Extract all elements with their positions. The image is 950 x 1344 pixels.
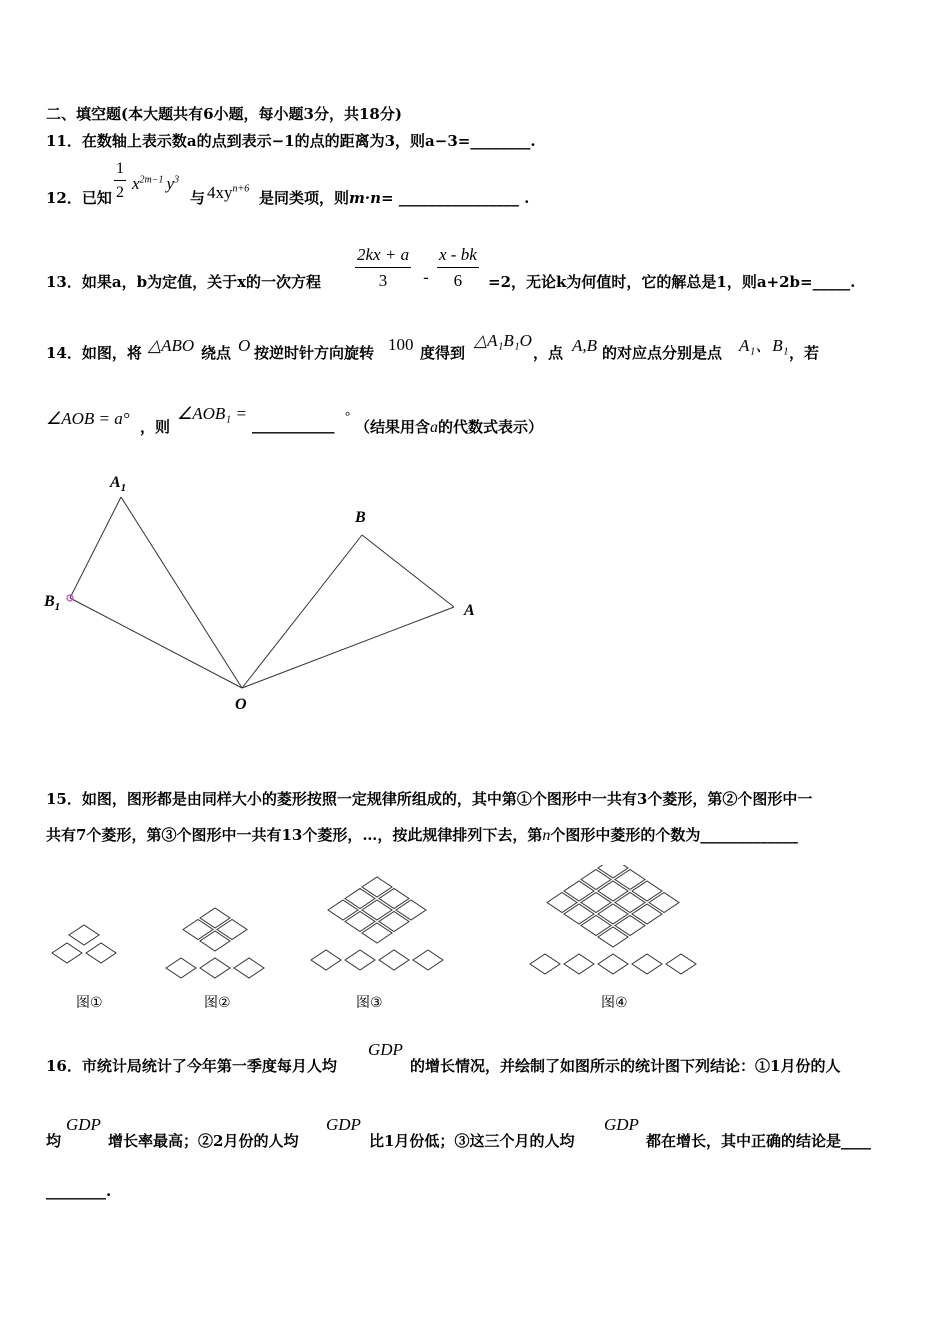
q14-note-var: a (430, 419, 439, 436)
fig3-lattice-rhombus (379, 889, 409, 909)
q12-term1-exp: 2m−1 (139, 174, 164, 186)
q12-term1-var: x (132, 174, 140, 193)
fig2-bottom-rhombus (234, 958, 264, 978)
segment-a1-b1 (70, 497, 121, 598)
rhombus-figures (40, 865, 740, 985)
q12-fraction (114, 160, 126, 202)
q15-line2-n: n (542, 827, 551, 844)
fig4-lattice-rhombus (615, 916, 645, 936)
q13-prefix: 13．如果a，b为定值，关于x的一次方程 (46, 273, 322, 291)
fig3-lattice-rhombus (345, 912, 375, 932)
question-16-line-1b: 的增长情况，并绘制了如图所示的统计图下列结论：①1月份的人 (410, 1057, 841, 1075)
question-15-line-1: 15．如图，图形都是由同样大小的菱形按照一定规律所组成的，其中第①个图形中一共有3个菱形，第②个图形中一 (46, 790, 813, 808)
label-a: A (464, 602, 475, 619)
fig3-bottom-rhombus (379, 950, 409, 970)
q14-get: 度得到 (420, 344, 466, 362)
q14-corr: 的对应点分别是点 (602, 344, 723, 362)
fig4-lattice-rhombus (581, 893, 611, 913)
fig4-lattice-rhombus (564, 904, 594, 924)
fig4-bottom-rhombus (564, 954, 594, 974)
fig4-lattice-rhombus (632, 881, 662, 901)
q13-frac1-den: 3 (378, 271, 388, 290)
fig4-bottom-rhombus (666, 954, 696, 974)
fig-label-3: 图③ (356, 995, 383, 1011)
fig4-lattice-rhombus (598, 881, 628, 901)
q16-gdp-1: GDP (368, 1040, 403, 1059)
q15-blank[interactable]: _____________ (700, 826, 798, 844)
question-13 (46, 271, 321, 292)
segment-b-a (362, 535, 454, 607)
segment-a1-o (121, 497, 242, 688)
q14-note-open: （结果用含 (355, 418, 431, 436)
fig4-lattice-rhombus (581, 916, 611, 936)
q12-term1-exp2: 3 (174, 174, 180, 186)
label-o: O (235, 696, 247, 713)
q12-prefix: 12．已知 (46, 189, 112, 207)
q12-term2 (207, 183, 249, 203)
q12-blank[interactable]: ________________ (398, 189, 519, 207)
q11-end: . (530, 132, 536, 150)
q12-term2-text: 4xy (207, 183, 233, 202)
fig3-bottom-rhombus (311, 950, 341, 970)
fig-label-1: 图① (76, 995, 103, 1011)
question-16-line-1a: 16．市统计局统计了今年第一季度每月人均 (46, 1057, 337, 1075)
fig2-lattice-rhombus (200, 908, 230, 928)
q14-note (355, 416, 543, 437)
fig2-bottom-rhombus (166, 958, 196, 978)
q14-points: ，点 (533, 344, 564, 362)
question-16-line-2c: 比1月份低；③这三个月的人均 (369, 1132, 575, 1150)
fig4-lattice-rhombus (598, 927, 628, 947)
fig4-bottom-rhombus (632, 954, 662, 974)
question-14 (46, 342, 142, 363)
q12-rest (259, 187, 529, 208)
fig4-lattice-rhombus (598, 904, 628, 924)
fig1-bottom-rhombus (52, 943, 82, 963)
q13-frac2-den: 6 (453, 271, 463, 290)
fig4-bottom-rhombus (530, 954, 560, 974)
label-a1: $A_1$ (110, 474, 127, 494)
q12-frac-den: 2 (116, 184, 124, 201)
q12-term2-exp: n+6 (232, 183, 250, 195)
fig3-lattice-rhombus (328, 900, 358, 920)
fig4-lattice-rhombus (564, 881, 594, 901)
q14-a1b1: A₁、B₁ (739, 336, 789, 355)
fig4-lattice-rhombus (615, 870, 645, 890)
q14-deg-sign: ° (345, 408, 351, 423)
fig2-bottom-rhombus (200, 958, 230, 978)
fig1-bottom-rhombus (86, 943, 116, 963)
fig3-bottom-rhombus (345, 950, 375, 970)
question-12 (46, 187, 112, 208)
q16-gdp-4: GDP (604, 1115, 639, 1134)
q14-degree: 100 (388, 335, 414, 354)
q12-mid: 与 (190, 189, 206, 207)
q16-blank-2[interactable]: ____ (841, 1132, 872, 1150)
q13-fraction-1 (355, 245, 411, 291)
question-16-line-2b: 增长率最高；②2月份的人均 (108, 1132, 299, 1150)
q16-line2-d: 都在增长，其中正确的结论是 (646, 1132, 842, 1150)
fig4-lattice-rhombus (649, 893, 679, 913)
fig4-lattice-rhombus (615, 893, 645, 913)
fig3-lattice-rhombus (396, 900, 426, 920)
fig4-lattice-rhombus (598, 865, 628, 878)
q13-blank[interactable]: _____ (812, 273, 851, 291)
q13-fraction-2 (437, 245, 479, 291)
fig4-lattice-rhombus (632, 904, 662, 924)
rotation-figure (40, 465, 500, 720)
question-15-line-2 (46, 824, 798, 845)
fig3-lattice-rhombus (362, 877, 392, 897)
q14-ab: A,B (572, 336, 598, 355)
fig-label-4: 图④ (601, 995, 628, 1011)
fig2-lattice-rhombus (217, 920, 247, 940)
q14-around: 绕点 (201, 344, 232, 362)
q13-minus: - (423, 268, 429, 288)
fig3-lattice-rhombus (345, 889, 375, 909)
q11-text: 11．在数轴上表示数a的点到表示−1的点的距离为3，则a−3= (46, 132, 471, 150)
fig4-lattice-rhombus (547, 893, 577, 913)
q12-term1-var2: y (166, 174, 175, 193)
q14-if: ，若 (789, 344, 820, 362)
q16-blank-3[interactable]: ________ (46, 1182, 106, 1200)
q13-rest (488, 271, 855, 292)
q16-gdp-3: GDP (326, 1115, 361, 1134)
q12-expr: m·n (349, 189, 382, 207)
q13-frac1-num: 2kx + a (355, 245, 411, 268)
section-title: 二、填空题(本大题共有6小题，每小题3分，共18分) (46, 105, 402, 123)
q14-tri2: △A₁B₁O (474, 331, 532, 350)
question-11 (46, 130, 536, 151)
q12-eq: = (381, 189, 394, 207)
q14-prefix: 14．如图，将 (46, 344, 142, 362)
q14-point-o: O (238, 336, 251, 355)
q12-frac-num: 1 (114, 160, 126, 181)
q12-suffix: 是同类项，则 (259, 189, 350, 207)
q14-angle1: ∠AOB = a° (46, 409, 130, 428)
fig3-lattice-rhombus (362, 900, 392, 920)
q16-end: . (106, 1182, 112, 1200)
fig3-lattice-rhombus (379, 912, 409, 932)
fig2-lattice-rhombus (200, 931, 230, 951)
q14-rotate: 按逆时针方向旋转 (254, 344, 375, 362)
fig4-bottom-rhombus (598, 954, 628, 974)
question-16-line-3 (46, 1182, 111, 1200)
q16-gdp-2: GDP (66, 1115, 101, 1134)
fig3-bottom-rhombus (413, 950, 443, 970)
q13-frac2-num: x - bk (437, 245, 479, 268)
q14-then: ，则 (140, 418, 171, 436)
fig1-top-rhombus (69, 925, 99, 945)
q11-blank[interactable]: ________ (470, 132, 531, 150)
label-b: B (355, 509, 366, 526)
question-16-line-2a: 均 (46, 1132, 62, 1150)
q14-note-close: 的代数式表示） (438, 418, 544, 436)
q15-line2-a: 共有7个菱形，第③个图形中一共有13个菱形，…，按此规律排列下去，第 (46, 826, 543, 844)
fig-label-2: 图② (204, 995, 231, 1011)
q13-suffix: =2，无论k为何值时，它的解总是1，则a+2b= (488, 273, 813, 291)
label-b1: $B_1$ (44, 593, 61, 613)
q13-end: . (850, 273, 856, 291)
q12-term1 (132, 174, 179, 194)
fig2-lattice-rhombus (183, 920, 213, 940)
fig4-lattice-rhombus (581, 870, 611, 890)
segment-b1-o (70, 598, 242, 688)
q14-blank[interactable]: ___________ (252, 416, 335, 434)
q12-end: . (524, 189, 530, 207)
q15-line2-b: 个图形中菱形的个数为 (550, 826, 701, 844)
q14-angle2: ∠AOB₁ = (177, 404, 247, 423)
q14-tri1: △ABO (148, 336, 195, 355)
question-16-line-2d (646, 1130, 871, 1151)
fig3-lattice-rhombus (362, 923, 392, 943)
